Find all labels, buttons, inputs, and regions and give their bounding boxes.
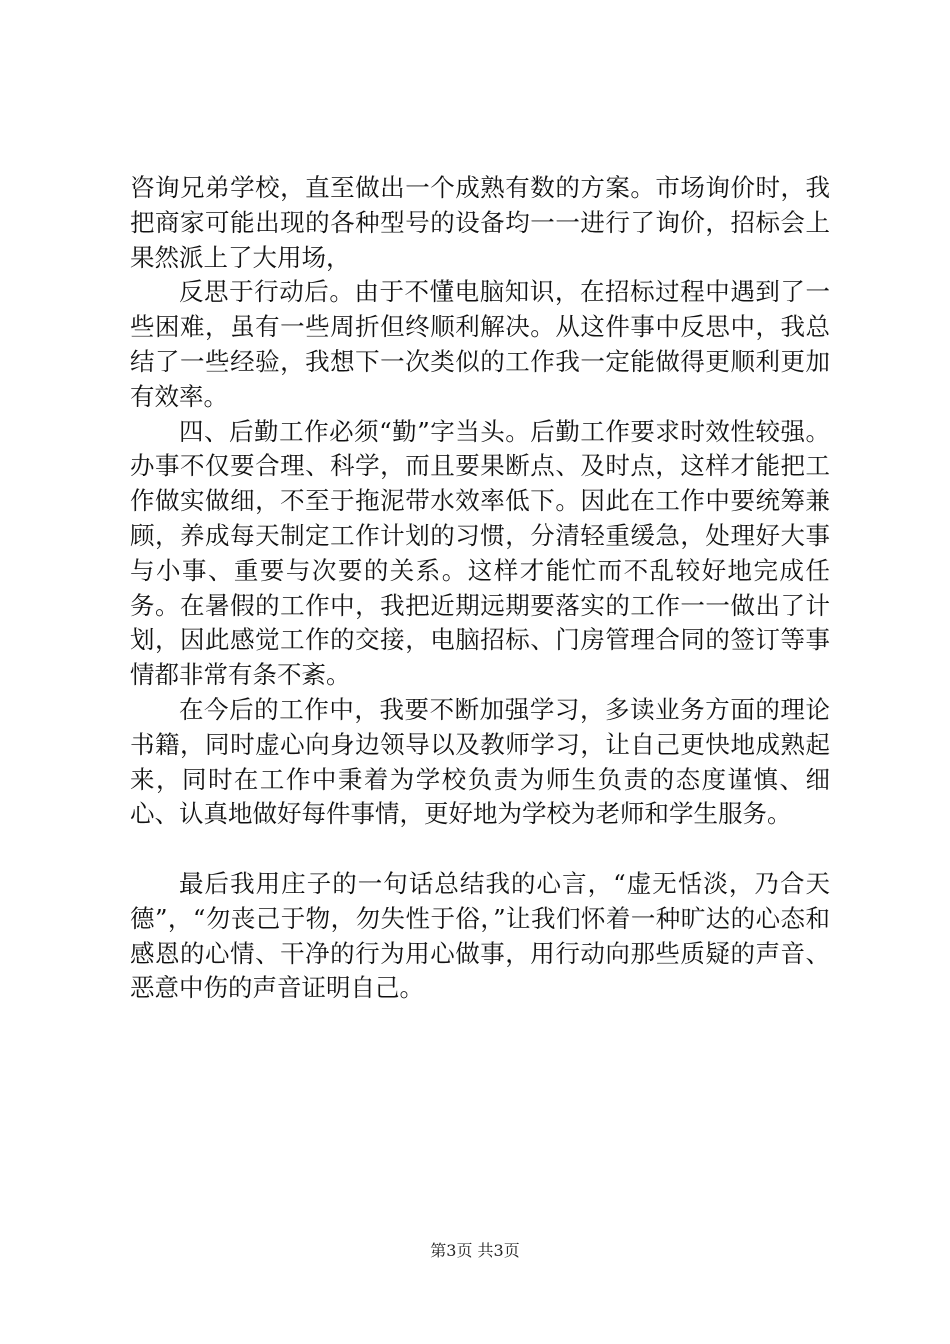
- paragraph-2: 反思于行动后。由于不懂电脑知识，在招标过程中遇到了一些困难，虽有一些周折但终顺利解决。从这件事中反思中，我总结了一些经验，我想下一次类似的工作我一定能做得更顺利更加有效率。: [130, 277, 830, 411]
- paragraph-1: 咨询兄弟学校，直至做出一个成熟有数的方案。市场询价时，我把商家可能出现的各种型号的设备均一一进行了询价，招标会上果然派上了大用场，: [130, 173, 830, 272]
- paragraph-5: 最后我用庄子的一句话总结我的心言，“虚无恬淡，乃合天德”，“勿丧己于物，勿失性于俗，”让我们怀着一种旷达的心态和感恩的心情、干净的行为用心做事，用行动向那些质疑的声音、恶意中伤的声音证明自己。: [130, 868, 830, 1003]
- paragraph-3: 四、后勤工作必须“勤”字当头。后勤工作要求时效性较强。办事不仅要合理、科学，而且要果断点、及时点，这样才能把工作做实做细，不至于拖泥带水效率低下。因此在工作中要统筹兼顾，养成每天制定工作计划的习惯，分清轻重缓急，处理好大事与小事、重要与次要的关系。这样才能忙而不乱较好地完成任务。在暑假的工作中，我把近期远期要落实的工作一一做出了计划，因此感觉工作的交接，电脑招标、门房管理合同的签订等事情都非常有条不紊。: [130, 416, 830, 690]
- page-number-footer: 第3页 共3页: [430, 1241, 520, 1260]
- document-body: [130, 171, 830, 1006]
- paragraph-4: 在今后的工作中，我要不断加强学习，多读业务方面的理论书籍，同时虚心向身边领导以及教师学习，让自己更快地成熟起来，同时在工作中秉着为学校负责为师生负责的态度谨慎、细心、认真地做好每件事情，更好地为学校为老师和学生服务。: [130, 694, 830, 829]
